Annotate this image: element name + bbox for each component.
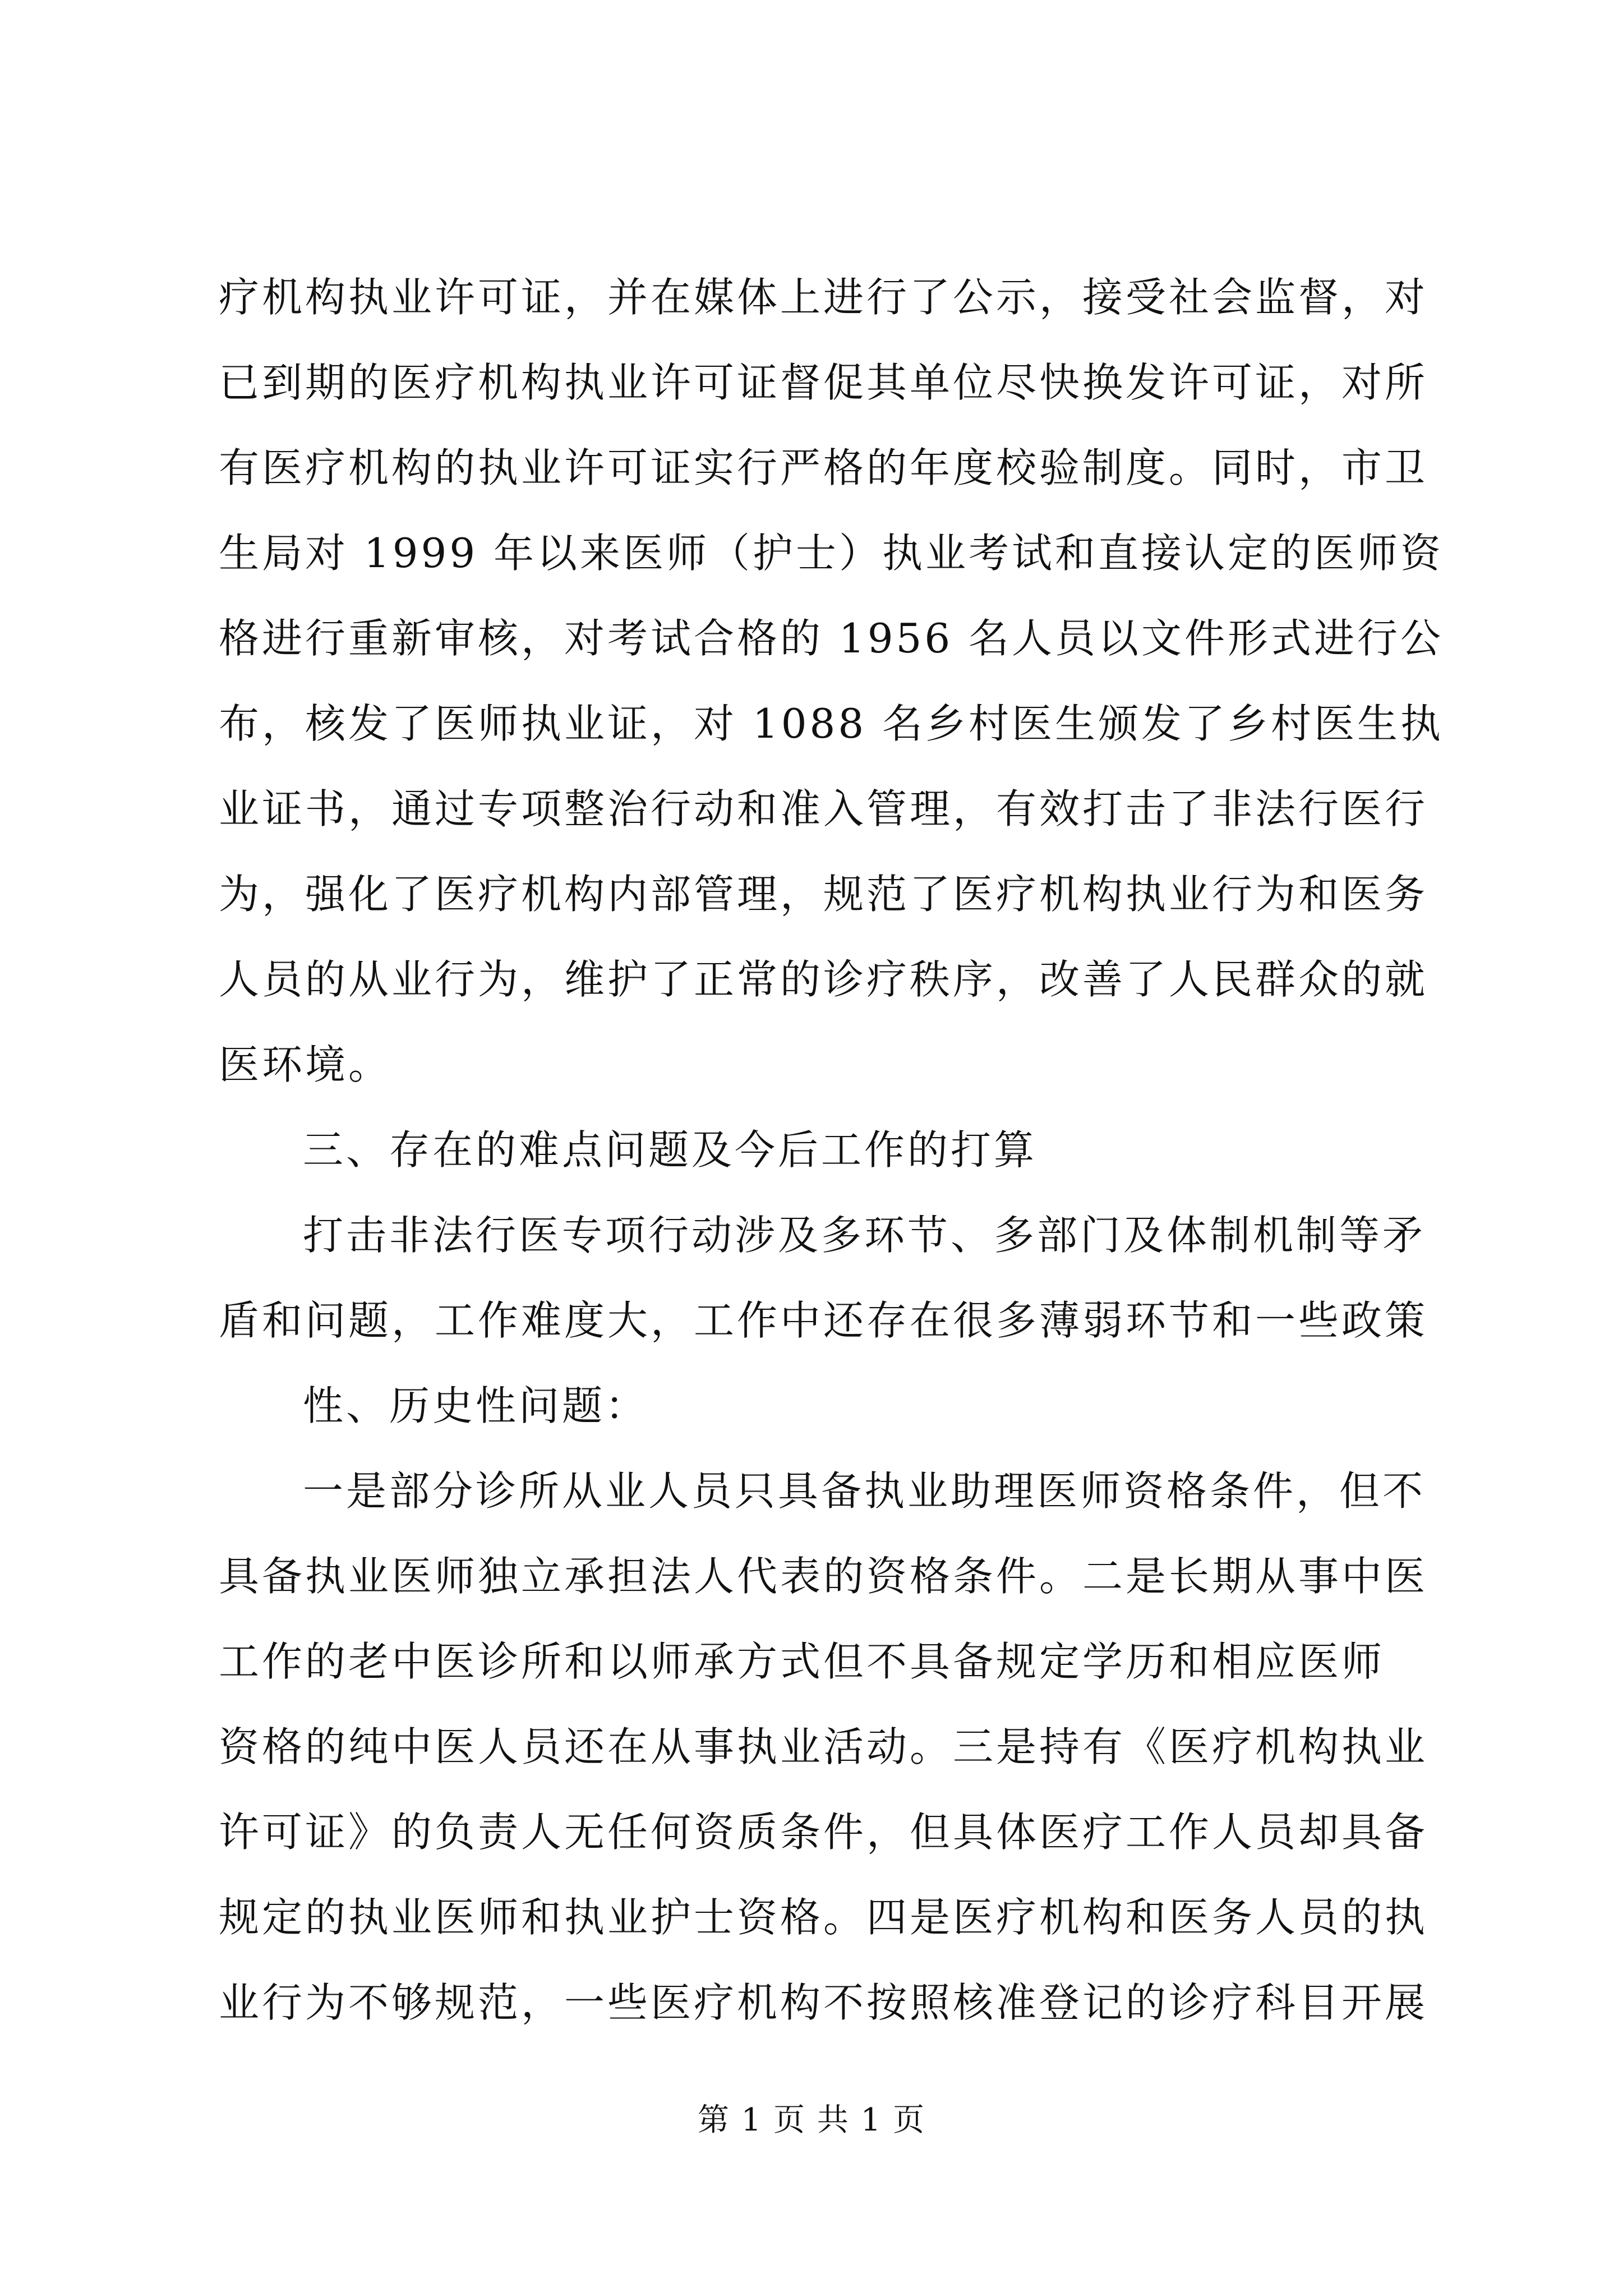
paragraph-line: 业行为不够规范，一些医疗机构不按照核准登记的诊疗科目开展 [219,1979,1428,2026]
paragraph-line: 布，核发了医师执业证，对 1088 名乡村医生颁发了乡村医生执 [219,700,1444,747]
paragraph-line: 格进行重新审核，对考试合格的 1956 名人员以文件形式进行公 [219,615,1444,662]
paragraph-line: 生局对 1999 年以来医师（护士）执业考试和直接认定的医师资 [219,530,1444,577]
page-footer: 第 1 页 共 1 页 [697,2102,926,2138]
paragraph-line: 打击非法行医专项行动涉及多环节、多部门及体制机制等矛 [303,1212,1426,1259]
paragraph-line: 资格的纯中医人员还在从事执业活动。三是持有《医疗机构执业 [219,1723,1428,1770]
paragraph-line: 工作的老中医诊所和以师承方式但不具备规定学历和相应医师 [219,1638,1385,1685]
paragraph-line: 具备执业医师独立承担法人代表的资格条件。二是长期从事中医 [219,1553,1428,1600]
paragraph-line: 为，强化了医疗机构内部管理，规范了医疗机构执业行为和医务 [219,871,1428,918]
paragraph-line: 业证书，通过专项整治行动和准入管理，有效打击了非法行医行 [219,785,1428,832]
paragraph-line: 性、历史性问题： [303,1382,649,1429]
section-heading: 三、存在的难点问题及今后工作的打算 [303,1126,1038,1174]
paragraph-line: 盾和问题，工作难度大，工作中还存在很多薄弱环节和一些政策 [219,1297,1428,1344]
paragraph-line: 一是部分诊所从业人员只具备执业助理医师资格条件，但不 [303,1467,1426,1515]
paragraph-line: 许可证》的负责人无任何资质条件，但具体医疗工作人员却具备 [219,1809,1428,1856]
paragraph-line: 有医疗机构的执业许可证实行严格的年度校验制度。同时，市卫 [219,444,1428,491]
paragraph-line: 人员的从业行为，维护了正常的诊疗秩序，改善了人民群众的就 [219,956,1428,1003]
paragraph-line: 医环境。 [219,1041,392,1088]
paragraph-line: 规定的执业医师和执业护士资格。四是医疗机构和医务人员的执 [219,1894,1428,1941]
paragraph-line: 疗机构执业许可证，并在媒体上进行了公示，接受社会监督，对 [219,274,1428,321]
paragraph-line: 已到期的医疗机构执业许可证督促其单位尽快换发许可证，对所 [219,359,1428,406]
